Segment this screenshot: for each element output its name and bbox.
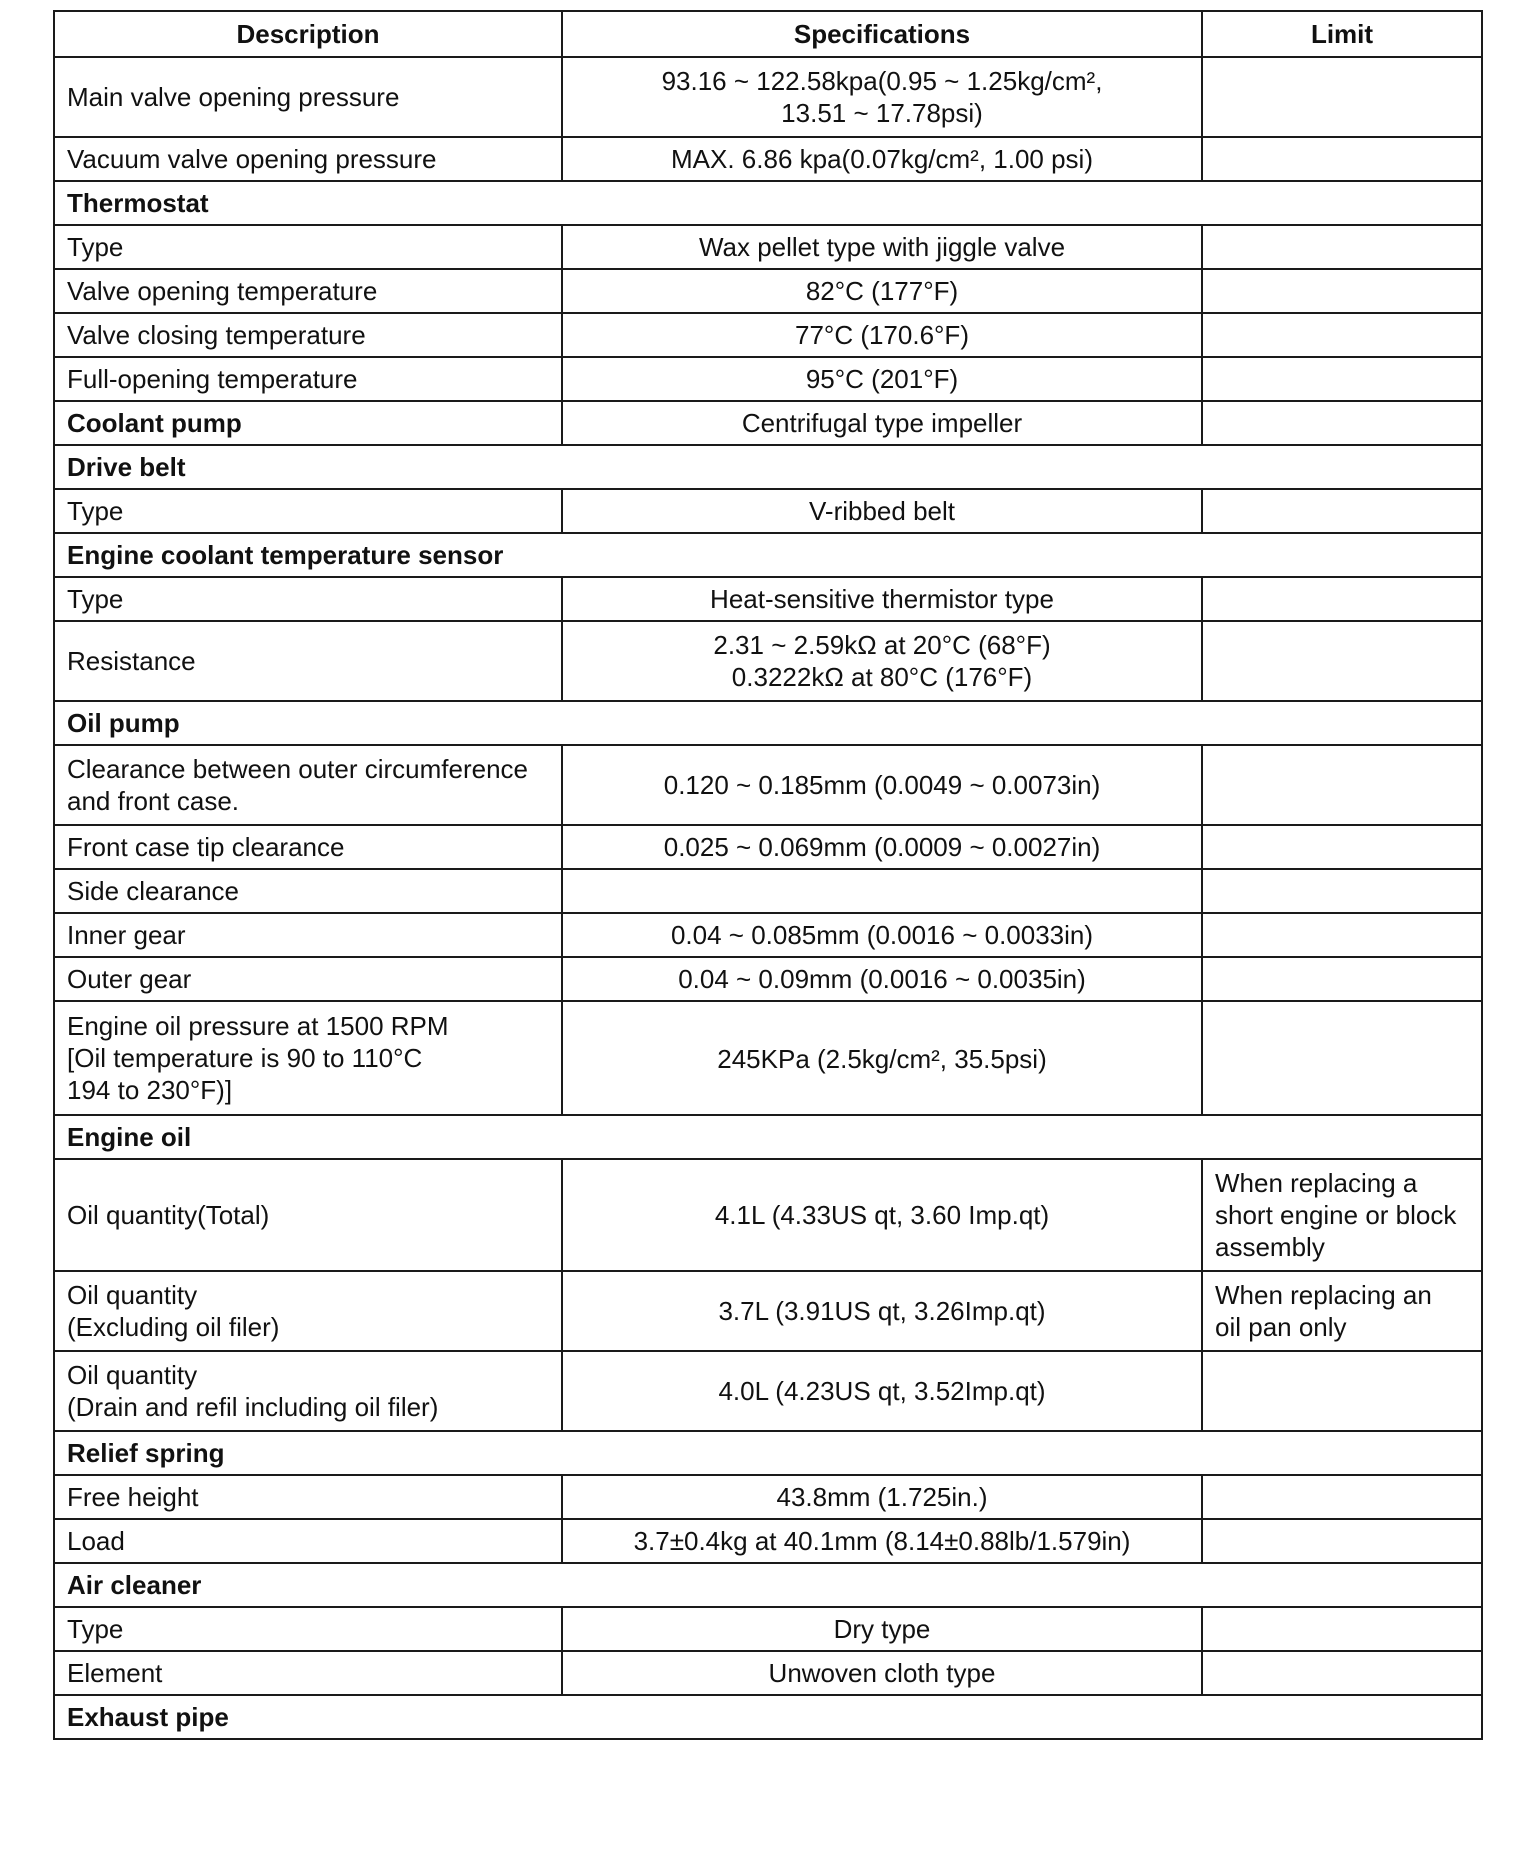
limit-cell	[1202, 137, 1482, 181]
limit-cell-line: assembly	[1215, 1232, 1325, 1262]
limit-cell	[1202, 621, 1482, 701]
limit-cell-line: When replacing a	[1215, 1168, 1418, 1198]
table-row	[54, 1475, 1482, 1519]
specification-cell-line: Unwoven cloth type	[768, 1658, 996, 1688]
specification-cell	[562, 1651, 1202, 1695]
description-cell-line: Main valve opening pressure	[67, 82, 400, 112]
description-cell-line: Element	[67, 1658, 163, 1688]
specification-cell-line: 43.8mm (1.725in.)	[776, 1482, 988, 1512]
description-cell-line: Load	[67, 1526, 125, 1556]
description-cell	[54, 745, 562, 825]
specification-cell	[562, 577, 1202, 621]
limit-cell-line: short engine or block	[1215, 1200, 1457, 1230]
specification-cell-line: Heat-sensitive thermistor type	[710, 584, 1054, 614]
description-cell-line: Valve closing temperature	[67, 320, 366, 350]
specification-cell	[562, 913, 1202, 957]
specification-cell	[562, 1159, 1202, 1271]
section-row	[54, 1563, 1482, 1607]
description-cell	[54, 1475, 562, 1519]
section-title-line: Engine coolant temperature sensor	[67, 540, 504, 570]
specification-cell	[562, 957, 1202, 1001]
header-specifications: Specifications	[562, 11, 1202, 57]
specification-cell	[562, 825, 1202, 869]
description-cell-line: Oil quantity	[67, 1280, 198, 1310]
specification-cell-line: 4.0L (4.23US qt, 3.52Imp.qt)	[718, 1376, 1046, 1406]
table-header-row	[54, 11, 1482, 57]
specification-cell	[562, 225, 1202, 269]
limit-cell	[1202, 913, 1482, 957]
limit-cell	[1202, 577, 1482, 621]
table-row	[54, 1607, 1482, 1651]
description-cell	[54, 225, 562, 269]
section-row	[54, 181, 1482, 225]
table-row	[54, 489, 1482, 533]
limit-cell	[1202, 225, 1482, 269]
table-body	[54, 57, 1482, 1739]
description-cell	[54, 621, 562, 701]
specification-cell-line: 82°C (177°F)	[805, 276, 959, 306]
section-title-line: Relief spring	[67, 1438, 225, 1468]
limit-cell-line: oil pan only	[1215, 1312, 1347, 1342]
section-row	[54, 533, 1482, 577]
description-cell	[54, 1271, 562, 1351]
table-row	[54, 957, 1482, 1001]
description-cell-line: Free height	[67, 1482, 199, 1512]
description-cell	[54, 1607, 562, 1651]
specification-cell-line: Wax pellet type with jiggle valve	[698, 232, 1066, 262]
limit-cell	[1202, 1001, 1482, 1115]
section-row	[54, 701, 1482, 745]
limit-cell	[1202, 57, 1482, 137]
table-row	[54, 1271, 1482, 1351]
limit-cell	[1202, 269, 1482, 313]
section-row	[54, 1115, 1482, 1159]
description-cell-line: Oil quantity	[67, 1360, 198, 1390]
table-row	[54, 577, 1482, 621]
specification-cell	[562, 1519, 1202, 1563]
specification-cell	[562, 1001, 1202, 1115]
limit-cell	[1202, 1159, 1482, 1271]
table-row	[54, 225, 1482, 269]
specification-cell-line: 0.025 ~ 0.069mm (0.0009 ~ 0.0027in)	[663, 832, 1101, 862]
description-cell	[54, 1351, 562, 1431]
description-cell-line: (Drain and refil including oil filer)	[67, 1392, 439, 1422]
section-title	[54, 1115, 1482, 1159]
description-cell-line: Side clearance	[67, 876, 239, 906]
section-title	[54, 1563, 1482, 1607]
description-cell	[54, 401, 562, 445]
section-title-line: Engine oil	[67, 1122, 192, 1152]
table-row	[54, 825, 1482, 869]
description-cell	[54, 957, 562, 1001]
limit-cell	[1202, 825, 1482, 869]
description-cell	[54, 1159, 562, 1271]
specification-cell	[562, 269, 1202, 313]
specification-cell-line: 0.3222kΩ at 80°C (176°F)	[731, 662, 1033, 692]
section-title	[54, 445, 1482, 489]
section-row	[54, 445, 1482, 489]
specification-cell-line: Centrifugal type impeller	[741, 408, 1023, 438]
description-cell	[54, 1519, 562, 1563]
specification-cell	[562, 745, 1202, 825]
description-cell	[54, 57, 562, 137]
limit-cell	[1202, 357, 1482, 401]
specification-cell-line: 0.120 ~ 0.185mm (0.0049 ~ 0.0073in)	[663, 770, 1101, 800]
specification-cell-line: 93.16 ~ 122.58kpa(0.95 ~ 1.25kg/cm²,	[661, 66, 1103, 96]
section-title	[54, 1431, 1482, 1475]
section-title-line: Thermostat	[67, 188, 209, 218]
description-cell-line: Oil quantity(Total)	[67, 1200, 270, 1230]
specification-cell-line: 0.04 ~ 0.09mm (0.0016 ~ 0.0035in)	[678, 964, 1086, 994]
specification-cell-line: 95°C (201°F)	[805, 364, 959, 394]
specification-cell	[562, 1607, 1202, 1651]
description-cell-line: Type	[67, 584, 124, 614]
limit-cell	[1202, 1475, 1482, 1519]
description-cell	[54, 137, 562, 181]
specification-cell-line: 245KPa (2.5kg/cm², 35.5psi)	[717, 1044, 1047, 1074]
description-cell	[54, 1651, 562, 1695]
table-row	[54, 269, 1482, 313]
description-cell	[54, 269, 562, 313]
limit-cell	[1202, 957, 1482, 1001]
table-row	[54, 57, 1482, 137]
description-cell	[54, 825, 562, 869]
specification-cell	[562, 869, 1202, 913]
description-cell-line: Coolant pump	[67, 408, 242, 438]
description-cell-line: Engine oil pressure at 1500 RPM	[67, 1011, 449, 1041]
limit-cell	[1202, 745, 1482, 825]
description-cell-line: Vacuum valve opening pressure	[67, 144, 437, 174]
description-cell-line: Resistance	[67, 646, 196, 676]
specification-cell-line: V-ribbed belt	[809, 496, 955, 526]
description-cell	[54, 489, 562, 533]
specification-cell-line: 3.7±0.4kg at 40.1mm (8.14±0.88lb/1.579in)	[633, 1526, 1131, 1556]
section-title-line: Drive belt	[67, 452, 186, 482]
table-row	[54, 745, 1482, 825]
description-cell-line: 194 to 230°F)]	[67, 1075, 233, 1105]
table-row	[54, 1519, 1482, 1563]
specification-cell	[562, 489, 1202, 533]
table-row	[54, 313, 1482, 357]
description-cell-line: Valve opening temperature	[67, 276, 378, 306]
limit-cell-line: When replacing an	[1215, 1280, 1432, 1310]
header-limit: Limit	[1202, 11, 1482, 57]
description-cell-line: and front case.	[67, 786, 239, 816]
table-row	[54, 913, 1482, 957]
section-title-line: Oil pump	[67, 708, 180, 738]
spec-sheet	[53, 10, 1481, 1740]
description-cell	[54, 1001, 562, 1115]
table-row	[54, 869, 1482, 913]
description-cell-line: Front case tip clearance	[67, 832, 345, 862]
specification-cell	[562, 1351, 1202, 1431]
specification-cell-line: 77°C (170.6°F)	[795, 320, 969, 350]
section-row	[54, 1695, 1482, 1739]
specification-cell	[562, 57, 1202, 137]
description-cell	[54, 313, 562, 357]
table-row	[54, 1001, 1482, 1115]
description-cell	[54, 577, 562, 621]
section-title	[54, 533, 1482, 577]
specification-cell	[562, 313, 1202, 357]
description-cell-line: (Excluding oil filer)	[67, 1312, 280, 1342]
limit-cell	[1202, 1651, 1482, 1695]
limit-cell	[1202, 1607, 1482, 1651]
limit-cell	[1202, 489, 1482, 533]
table-row	[54, 401, 1482, 445]
section-row	[54, 1431, 1482, 1475]
section-title-line: Air cleaner	[67, 1570, 202, 1600]
table-row	[54, 137, 1482, 181]
description-cell-line: Type	[67, 232, 124, 262]
table-row	[54, 621, 1482, 701]
specification-cell-line: 2.31 ~ 2.59kΩ at 20°C (68°F)	[713, 630, 1051, 660]
specification-cell-line: 0.04 ~ 0.085mm (0.0016 ~ 0.0033in)	[670, 920, 1094, 950]
description-cell	[54, 869, 562, 913]
limit-cell	[1202, 869, 1482, 913]
description-cell-line: Inner gear	[67, 920, 186, 950]
limit-cell	[1202, 401, 1482, 445]
specification-cell	[562, 1271, 1202, 1351]
specification-cell-line: Dry type	[833, 1614, 931, 1644]
section-title	[54, 181, 1482, 225]
specification-cell	[562, 621, 1202, 701]
table-row	[54, 357, 1482, 401]
section-title-line: Exhaust pipe	[67, 1702, 229, 1732]
table-row	[54, 1159, 1482, 1271]
section-title	[54, 701, 1482, 745]
description-cell-line: Type	[67, 496, 124, 526]
specification-cell	[562, 401, 1202, 445]
limit-cell	[1202, 1271, 1482, 1351]
header-description: Description	[54, 11, 562, 57]
description-cell-line: Type	[67, 1614, 124, 1644]
table-row	[54, 1351, 1482, 1431]
description-cell-line: Clearance between outer circumference	[67, 754, 529, 784]
limit-cell	[1202, 1519, 1482, 1563]
section-title	[54, 1695, 1482, 1739]
limit-cell	[1202, 1351, 1482, 1431]
limit-cell	[1202, 313, 1482, 357]
specification-cell-line: MAX. 6.86 kpa(0.07kg/cm², 1.00 psi)	[671, 144, 1093, 174]
description-cell-line: [Oil temperature is 90 to 110°C	[67, 1043, 423, 1073]
specification-cell-line: 13.51 ~ 17.78psi)	[781, 98, 983, 128]
specification-cell-line: 4.1L (4.33US qt, 3.60 Imp.qt)	[714, 1200, 1050, 1230]
specification-cell-line: 3.7L (3.91US qt, 3.26Imp.qt)	[718, 1296, 1046, 1326]
description-cell-line: Full-opening temperature	[67, 364, 358, 394]
specification-cell	[562, 137, 1202, 181]
specifications-table	[53, 10, 1483, 1740]
description-cell-line: Outer gear	[67, 964, 192, 994]
description-cell	[54, 357, 562, 401]
specification-cell	[562, 1475, 1202, 1519]
description-cell	[54, 913, 562, 957]
table-row	[54, 1651, 1482, 1695]
specification-cell	[562, 357, 1202, 401]
